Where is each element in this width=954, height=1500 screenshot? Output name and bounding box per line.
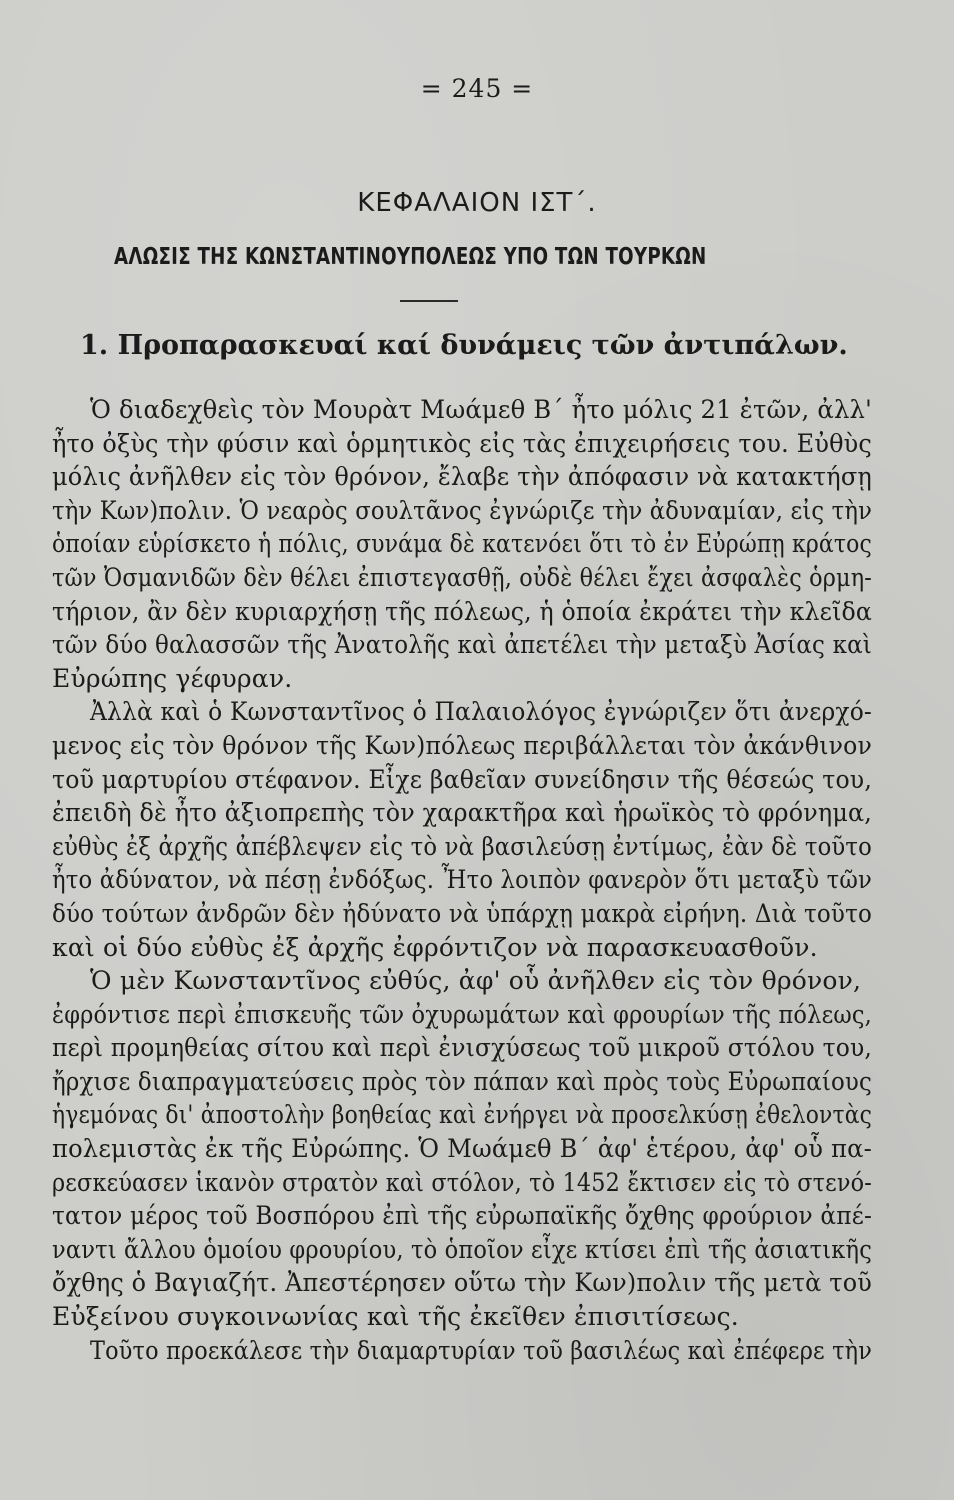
text-line: Ὁ μὲν Κωνσταντῖνος εὐθύς, ἀφ' οὗ ἀνῆλθεν εἰς τὸν θρόνον, <box>90 966 862 996</box>
text-line: τήριον, ἂν δὲν κυριαρχήσῃ τῆς πόλεως, ἡ ὁποία ἐκράτει τὴν κλεῖδα <box>52 596 872 626</box>
text-line: μόλις ἀνῆλθεν εἰς τὸν θρόνον, ἔλαβε τὴν ἀπόφασιν νὰ κατακτήσῃ <box>52 462 872 492</box>
text-line: Ἀλλὰ καὶ ὁ Κωνσταντῖνος ὁ Παλαιολόγος ἐγνώριζεν ὅτι ἀνερχό- <box>90 697 872 727</box>
text-line: περὶ προμηθείας σίτου καὶ περὶ ἐνισχύσεως τοῦ μικροῦ στόλου του, <box>52 1033 872 1063</box>
text-line: πολεμιστὰς ἐκ τῆς Εὐρώπης. Ὁ Μωάμεθ Β΄ ἀφ' ἑτέρου, ἀφ' οὗ πα- <box>52 1134 872 1164</box>
text-line: ἦτο ὀξὺς τὴν φύσιν καὶ ὁρμητικὸς εἰς τὰς ἐπιχειρήσεις του. Εὐθὺς <box>52 428 872 458</box>
text-line: ἤρχισε διαπραγματεύσεις πρὸς τὸν πάπαν καὶ πρὸς τοὺς Εὐρωπαίους <box>52 1066 872 1096</box>
text-line: ναντι ἄλλου ὁμοίου φρουρίου, τὸ ὁποῖον εἶχε κτίσει ἐπὶ τῆς ἀσιατικῆς <box>52 1234 872 1264</box>
text-line: τοῦ μαρτυρίου στέφανον. Εἶχε βαθεῖαν συνείδησιν τῆς θέσεώς του, <box>52 764 872 794</box>
text-line: ρεσκεύασεν ἱκανὸν στρατὸν καὶ στόλον, τὸ 1452 ἔκτισεν εἰς τὸ στενό- <box>52 1167 872 1197</box>
text-line: ὁποίαν εὑρίσκετο ἡ πόλις, συνάμα δὲ κατενόει ὅτι τὸ ἐν Εὐρώπῃ κράτος <box>52 529 872 559</box>
text-line: Εὐξείνου συγκοινωνίας καὶ τῆς ἐκεῖθεν ἐπισιτίσεως. <box>52 1302 739 1332</box>
page-number: = 245 = <box>420 74 534 103</box>
text-line: καὶ οἱ δύο εὐθὺς ἐξ ἀρχῆς ἐφρόντιζον νὰ παρασκευασθοῦν. <box>52 932 818 962</box>
text-line: εὐθὺς ἐξ ἀρχῆς ἀπέβλεψεν εἰς τὸ νὰ βασιλεύσῃ ἐντίμως, ἐὰν δὲ τοῦτο <box>52 831 872 861</box>
chapter-title: ΚΕΦΑΛΑΙΟΝ ΙΣΤ΄. <box>357 188 597 218</box>
text-line: Εὐρώπης γέφυραν. <box>52 663 293 693</box>
text-line: ἐπειδὴ δὲ ἦτο ἀξιοπρεπὴς τὸν χαρακτῆρα καὶ ἡρωϊκὸς τὸ φρόνημα, <box>52 798 872 828</box>
text-line: ἡγεμόνας δι' ἀποστολὴν βοηθείας καὶ ἐνήργει νὰ προσελκύσῃ ἐθελοντὰς <box>52 1100 872 1130</box>
divider-rule <box>400 300 458 302</box>
text-line: Τοῦτο προεκάλεσε τὴν διαμαρτυρίαν τοῦ βασιλέως καὶ ἐπέφερε τὴν <box>90 1335 872 1365</box>
text-line: Ὁ διαδεχθεὶς τὸν Μουρὰτ Μωάμεθ Β΄ ἦτο μόλις 21 ἐτῶν, ἀλλ' <box>90 395 872 424</box>
section-heading: 1. Προπαρασκευαί καί δυνάμεις τῶν ἀντιπάλων. <box>80 330 848 361</box>
text-line: ὄχθης ὁ Βαγιαζήτ. Ἀπεστέρησεν οὕτω τὴν Κων)πολιν τῆς μετὰ τοῦ <box>52 1268 872 1298</box>
text-line: τῶν δύο θαλασσῶν τῆς Ἀνατολῆς καὶ ἀπετέλει τὴν μεταξὺ Ἀσίας καὶ <box>52 630 872 660</box>
text-line: μενος εἰς τὸν θρόνον τῆς Κων)πόλεως περιβάλλεται τὸν ἀκάνθινον <box>52 730 872 760</box>
chapter-subtitle: ΑΛΩΣΙΣ ΤΗΣ ΚΩΝΣΤΑΝΤΙΝΟΥΠΟΛΕΩΣ ΥΠΟ ΤΩΝ ΤΟΥΡΚΩΝ <box>114 244 707 270</box>
text-line: τὴν Κων)πολιν. Ὁ νεαρὸς σουλτᾶνος ἐγνώριζε τὴν ἀδυναμίαν, εἰς τὴν <box>52 495 872 525</box>
text-line: τῶν Ὀσμανιδῶν δὲν θέλει ἐπιστεγασθῇ, οὐδὲ θέλει ἔχει ἀσφαλὲς ὁρμη- <box>52 562 872 592</box>
text-line: τατον μέρος τοῦ Βοσπόρου ἐπὶ τῆς εὐρωπαϊκῆς ὄχθης φρούριον ἀπέ- <box>52 1201 872 1231</box>
text-line: δύο τούτων ἀνδρῶν δὲν ἠδύνατο νὰ ὑπάρχῃ μακρὰ εἰρήνη. Διὰ τοῦτο <box>52 898 872 928</box>
body-text <box>52 393 872 1367</box>
text-line: ἦτο ἀδύνατον, νὰ πέσῃ ἐνδόξως. Ἦτο λοιπὸν φανερὸν ὅτι μεταξὺ τῶν <box>52 865 872 895</box>
text-line: ἐφρόντισε περὶ ἐπισκευῆς τῶν ὀχυρωμάτων καὶ φρουρίων τῆς πόλεως, <box>52 999 872 1029</box>
